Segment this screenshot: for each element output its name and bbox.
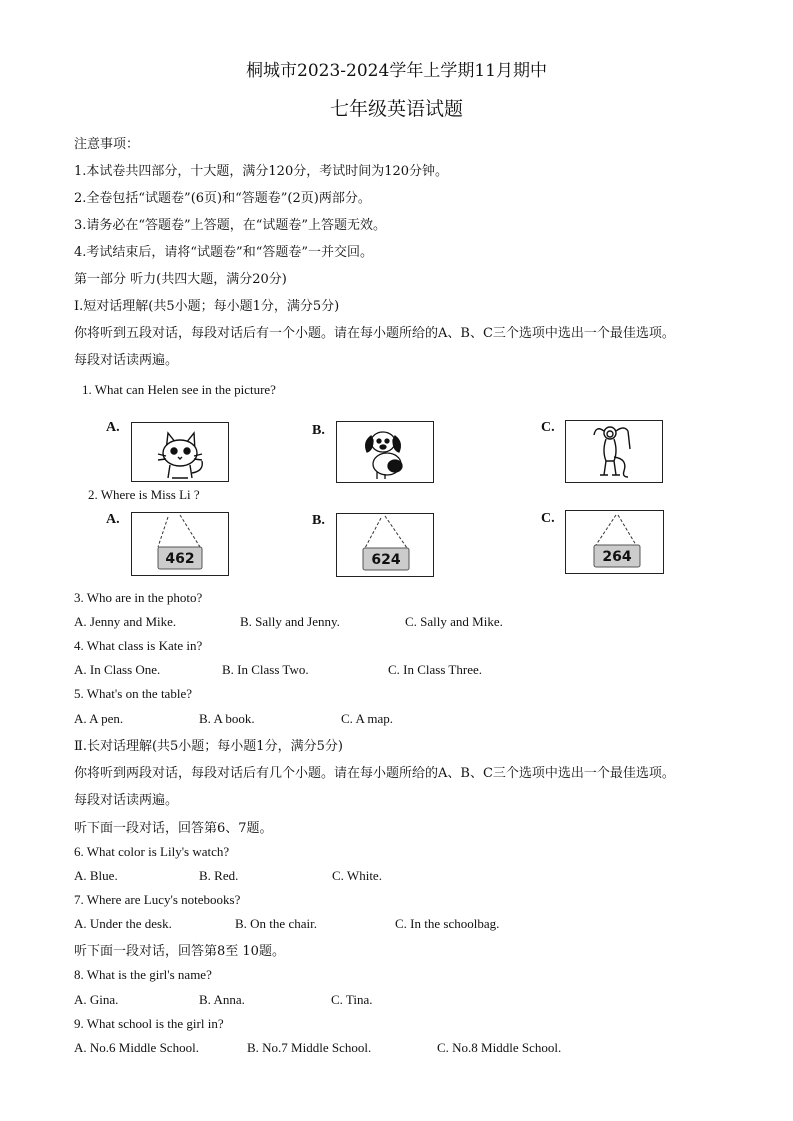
question-3: 3. Who are in the photo? [74, 590, 203, 605]
note-item: 3.请务必在“答题卷”上答题，在“试题卷”上答题无效。 [74, 218, 386, 233]
option-b[interactable]: B. Red. [199, 868, 239, 883]
question-9: 9. What school is the girl in? [74, 1016, 224, 1031]
option-c[interactable]: C. Tina. [331, 992, 373, 1007]
option-c-label: C. [541, 420, 555, 435]
option-a-room-sign[interactable] [131, 512, 229, 576]
dialogue-group-1: 听下面一段对话，回答第6、7题。 [74, 821, 273, 836]
section2-instruction: 你将听到两段对话，每段对话后有几个小题。请在每小题所给的A、B、C三个选项中选出一个最佳选项。 [74, 766, 675, 781]
question-7: 7. Where are Lucy's notebooks? [74, 892, 241, 907]
section1-instruction: 每段对话读两遍。 [74, 353, 179, 368]
option-c[interactable]: C. White. [332, 868, 382, 883]
option-c[interactable]: C. In the schoolbag. [395, 916, 500, 931]
option-a[interactable]: A. In Class One. [74, 662, 161, 677]
option-b[interactable]: B. Anna. [199, 992, 245, 1007]
option-c[interactable]: C. In Class Three. [388, 662, 482, 677]
room-number: 462 [165, 551, 195, 567]
option-b-label: B. [312, 423, 325, 438]
option-b[interactable]: B. On the chair. [235, 916, 317, 931]
room-sign-icon [337, 514, 433, 576]
option-a-label: A. [106, 420, 120, 435]
exam-title: 桐城市2023-2024学年上学期11月期中 [246, 61, 547, 81]
note-item: 2.全卷包括“试题卷”(6页)和“答题卷”(2页)两部分。 [74, 191, 371, 206]
cat-icon [132, 423, 228, 481]
option-b[interactable]: B. Sally and Jenny. [240, 614, 340, 629]
exam-subtitle: 七年级英语试题 [329, 98, 463, 120]
part1-heading: 第一部分 听力(共四大题，满分20分) [74, 272, 287, 287]
option-b[interactable]: B. No.7 Middle School. [247, 1040, 372, 1055]
question-5: 5. What's on the table? [74, 686, 192, 701]
option-c-room-sign[interactable] [565, 510, 664, 574]
room-number: 624 [371, 552, 401, 568]
option-b-picture[interactable] [336, 421, 434, 483]
question-1: 1. What can Helen see in the picture? [82, 382, 276, 397]
question-8: 8. What is the girl's name? [74, 967, 212, 982]
dialogue-group-2: 听下面一段对话，回答第8至 10题。 [74, 944, 285, 959]
room-sign-icon [566, 511, 663, 573]
option-c-label: C. [541, 511, 555, 526]
note-item: 4.考试结束后，请将“试题卷”和“答题卷”一并交回。 [74, 245, 373, 260]
option-c[interactable]: C. No.8 Middle School. [437, 1040, 562, 1055]
option-a[interactable]: A. Gina. [74, 992, 119, 1007]
section1-instruction: 你将听到五段对话，每段对话后有一个小题。请在每小题所给的A、B、C三个选项中选出一个最佳选项。 [74, 326, 675, 341]
section2-instruction: 每段对话读两遍。 [74, 793, 179, 808]
option-b[interactable]: B. In Class Two. [222, 662, 309, 677]
section2-heading: Ⅱ.长对话理解(共5小题；每小题1分，满分5分) [74, 739, 343, 754]
monkey-icon [566, 421, 662, 482]
option-c[interactable]: C. A map. [341, 711, 394, 726]
room-sign-icon [132, 513, 228, 575]
notes-heading: 注意事项： [74, 137, 140, 152]
option-a-picture[interactable] [131, 422, 229, 482]
option-a[interactable]: A. Blue. [74, 868, 118, 883]
option-b-room-sign[interactable] [336, 513, 434, 577]
section1-heading: Ⅰ.短对话理解(共5小题；每小题1分，满分5分) [74, 299, 340, 314]
question-4: 4. What class is Kate in? [74, 638, 203, 653]
option-c-picture[interactable] [565, 420, 663, 483]
option-a[interactable]: A. Under the desk. [74, 916, 172, 931]
option-a-label: A. [106, 512, 120, 527]
option-a[interactable]: A. Jenny and Mike. [74, 614, 177, 629]
note-item: 1.本试卷共四部分，十大题，满分120分，考试时间为120分钟。 [74, 164, 449, 179]
question-2: 2. Where is Miss Li ? [88, 487, 200, 502]
option-a[interactable]: A. No.6 Middle School. [74, 1040, 199, 1055]
option-c[interactable]: C. Sally and Mike. [405, 614, 503, 629]
question-6: 6. What color is Lily's watch? [74, 844, 230, 859]
room-number: 264 [602, 549, 632, 565]
option-b[interactable]: B. A book. [199, 711, 255, 726]
option-a[interactable]: A. A pen. [74, 711, 124, 726]
dog-icon [337, 422, 433, 482]
option-b-label: B. [312, 513, 325, 528]
